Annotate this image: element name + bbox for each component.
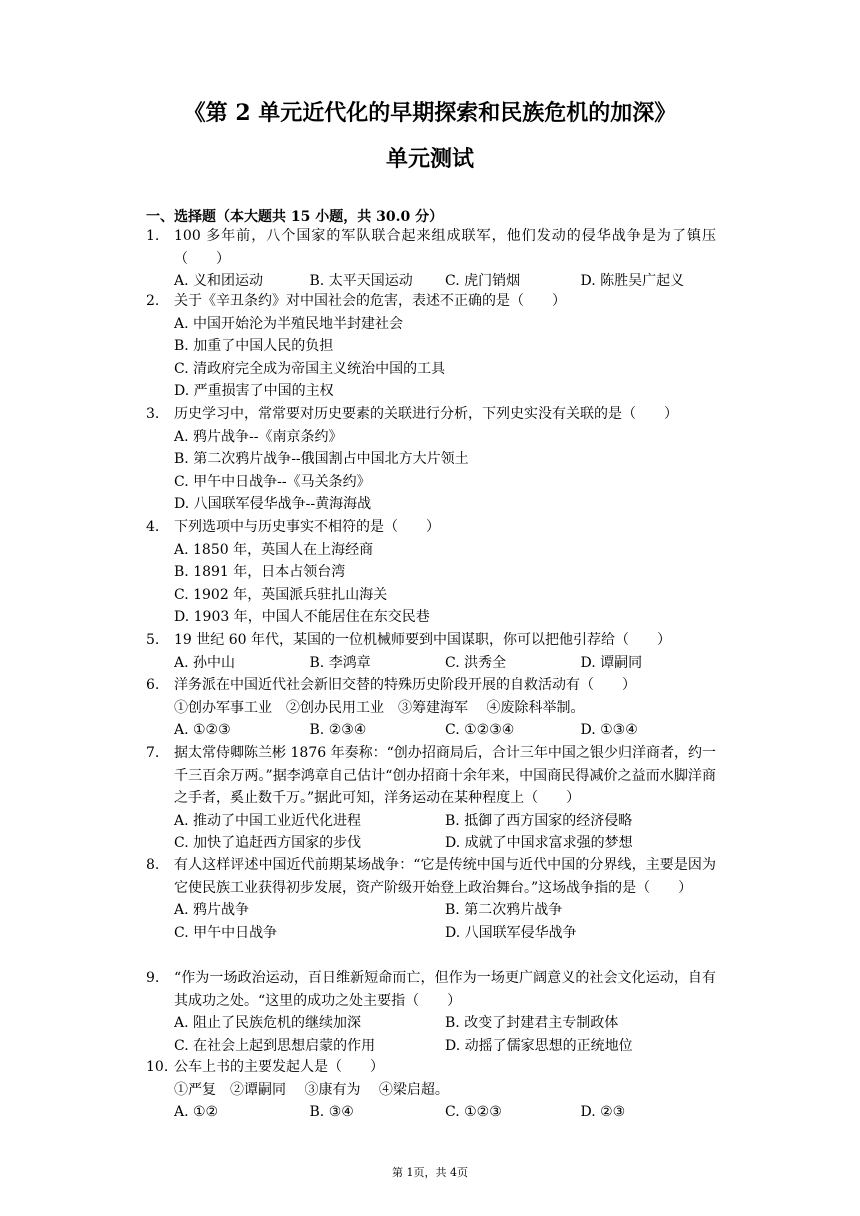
option-d: D. 动摇了儒家思想的正统地位 xyxy=(445,1037,633,1054)
option-a: A. ①② xyxy=(174,1104,219,1120)
option-b: B. 第二次鸦片战争--俄国割占中国北方大片领土 xyxy=(174,451,469,467)
question-number: 9. xyxy=(146,970,160,986)
document-subtitle: 单元测试 xyxy=(385,146,474,172)
option-c: C. ①②③④ xyxy=(445,722,515,738)
option-a: A. 孙中山 xyxy=(174,654,236,671)
option-c: C. 在社会上起到思想启蒙的作用 xyxy=(174,1037,376,1054)
question-text: 关于《辛丑条约》对中国社会的危害，表述不正确的是（ ） xyxy=(174,293,566,309)
option-d: D. 谭嗣同 xyxy=(580,654,643,671)
option-c: C. ①②③ xyxy=(445,1104,502,1120)
question-3 xyxy=(146,403,716,516)
option-b: B. 改变了封建君主专制政体 xyxy=(445,1015,619,1031)
option-b: B. 加重了中国人民的负担 xyxy=(174,338,334,354)
question-number: 4. xyxy=(146,519,160,535)
option-d: D. 1903 年，中国人不能居住在东交民巷 xyxy=(174,609,430,625)
option-a: A. 鸦片战争--《南京条约》 xyxy=(174,428,343,445)
question-number: 3. xyxy=(146,406,160,422)
option-b: B. 李鸿章 xyxy=(309,654,371,671)
question-10 xyxy=(146,1056,716,1124)
question-9 xyxy=(146,967,716,1057)
option-c: C. 清政府完全成为帝国主义统治中国的工具 xyxy=(174,360,446,377)
option-b: B. 抵御了西方国家的经济侵略 xyxy=(445,812,633,829)
question-sub-items: ①严复 ②谭嗣同 ③康有为 ④梁启超。 xyxy=(174,1081,449,1098)
option-d: D. 八国联军侵华战争--黄海海战 xyxy=(174,496,372,512)
option-c: C. 加快了追赶西方国家的步伐 xyxy=(174,835,362,851)
option-b: B. ②③④ xyxy=(309,722,367,738)
question-2 xyxy=(146,290,716,403)
question-number: 6. xyxy=(146,677,160,693)
option-a: A. 阻止了民族危机的继续加深 xyxy=(174,1015,362,1031)
option-d: D. 八国联军侵华战争 xyxy=(445,924,577,941)
option-d: D. 严重损害了中国的主权 xyxy=(174,383,334,399)
question-number: 10. xyxy=(146,1059,169,1075)
question-text: 公车上书的主要发起人是（ ） xyxy=(174,1059,384,1075)
option-a: A. 鸦片战争 xyxy=(174,902,250,918)
option-b: B. 第二次鸦片战争 xyxy=(445,902,563,918)
section-header: 一、选择题（本大题共 15 小题，共 30.0 分） xyxy=(146,209,444,225)
option-c: C. 甲午中日战争 xyxy=(174,924,278,941)
question-number: 7. xyxy=(146,745,160,761)
question-4 xyxy=(146,516,716,629)
question-number: 8. xyxy=(146,857,160,873)
question-number: 1. xyxy=(146,228,160,244)
question-text: “作为一场政治运动，百日维新短命而亡，但作为一场更广阔意义的社会文化运动，自有其成功之处。“这里的成功之处主要指（ ） xyxy=(174,970,716,1009)
question-text: 100 多年前，八个国家的军队联合起来组成联军，他们发动的侵华战争是为了镇压（ ） xyxy=(174,228,716,267)
option-b: B. 太平天国运动 xyxy=(309,273,413,289)
option-d: D. 陈胜吴广起义 xyxy=(580,273,685,289)
option-c: C. 甲午中日战争--《马关条约》 xyxy=(174,473,371,490)
question-text: 据太常侍卿陈兰彬 1876 年奏称：“创办招商局后，合计三年中国之银少归洋商者，约一千三百余万两。”据李鸿章自己估计“创办招商十余年来，中国商民得减价之益而水脚洋商之手者，奚止数千万。”据此可知，洋务运动在某种程度上（ ） xyxy=(174,745,716,806)
question-1 xyxy=(146,225,716,293)
option-c: C. 1902 年，英国派兵驻扎山海关 xyxy=(174,586,388,603)
option-c: C. 虎门销烟 xyxy=(445,273,521,289)
option-d: D. 成就了中国求富求强的梦想 xyxy=(445,835,633,851)
question-text: 有人这样评述中国近代前期某场战争：“它是传统中国与近代中国的分界线，主要是因为它使民族工业获得初步发展，资产阶级开始登上政治舞台。”这场战争指的是（ ） xyxy=(174,857,716,896)
question-text: 19 世纪 60 年代，某国的一位机械师要到中国谋职，你可以把他引荐给（ ） xyxy=(174,632,671,648)
option-a: A. ①②③ xyxy=(174,722,231,738)
question-number: 5. xyxy=(146,632,160,648)
question-number: 2. xyxy=(146,293,160,309)
page-footer: 第 1页，共 4页 xyxy=(392,1166,468,1179)
question-text: 历史学习中，常常要对历史要素的关联进行分析，下列史实没有关联的是（ ） xyxy=(174,406,678,422)
question-text: 洋务派在中国近代社会新旧交替的特殊历史阶段开展的自救活动有（ ） xyxy=(174,677,636,693)
question-8 xyxy=(146,854,716,944)
option-a: A. 义和团运动 xyxy=(174,273,264,289)
question-6 xyxy=(146,674,716,742)
option-d: D. ②③ xyxy=(580,1104,626,1120)
option-a: A. 1850 年，英国人在上海经商 xyxy=(174,541,374,558)
option-a: A. 推动了中国工业近代化进程 xyxy=(174,812,362,829)
question-7 xyxy=(146,742,716,855)
question-sub-items: ①创办军事工业 ②创办民用工业 ③筹建海军 ④废除科举制。 xyxy=(174,699,585,716)
option-b: B. ③④ xyxy=(309,1104,354,1120)
option-d: D. ①③④ xyxy=(580,722,638,738)
document-title: 《第 2 单元近代化的早期探索和民族危机的加深》 xyxy=(183,100,677,126)
option-b: B. 1891 年，日本占领台湾 xyxy=(174,564,346,580)
question-text: 下列选项中与历史事实不相符的是（ ） xyxy=(174,519,440,535)
option-a: A. 中国开始沦为半殖民地半封建社会 xyxy=(174,315,404,332)
option-c: C. 洪秀全 xyxy=(445,654,507,671)
question-5 xyxy=(146,629,716,674)
